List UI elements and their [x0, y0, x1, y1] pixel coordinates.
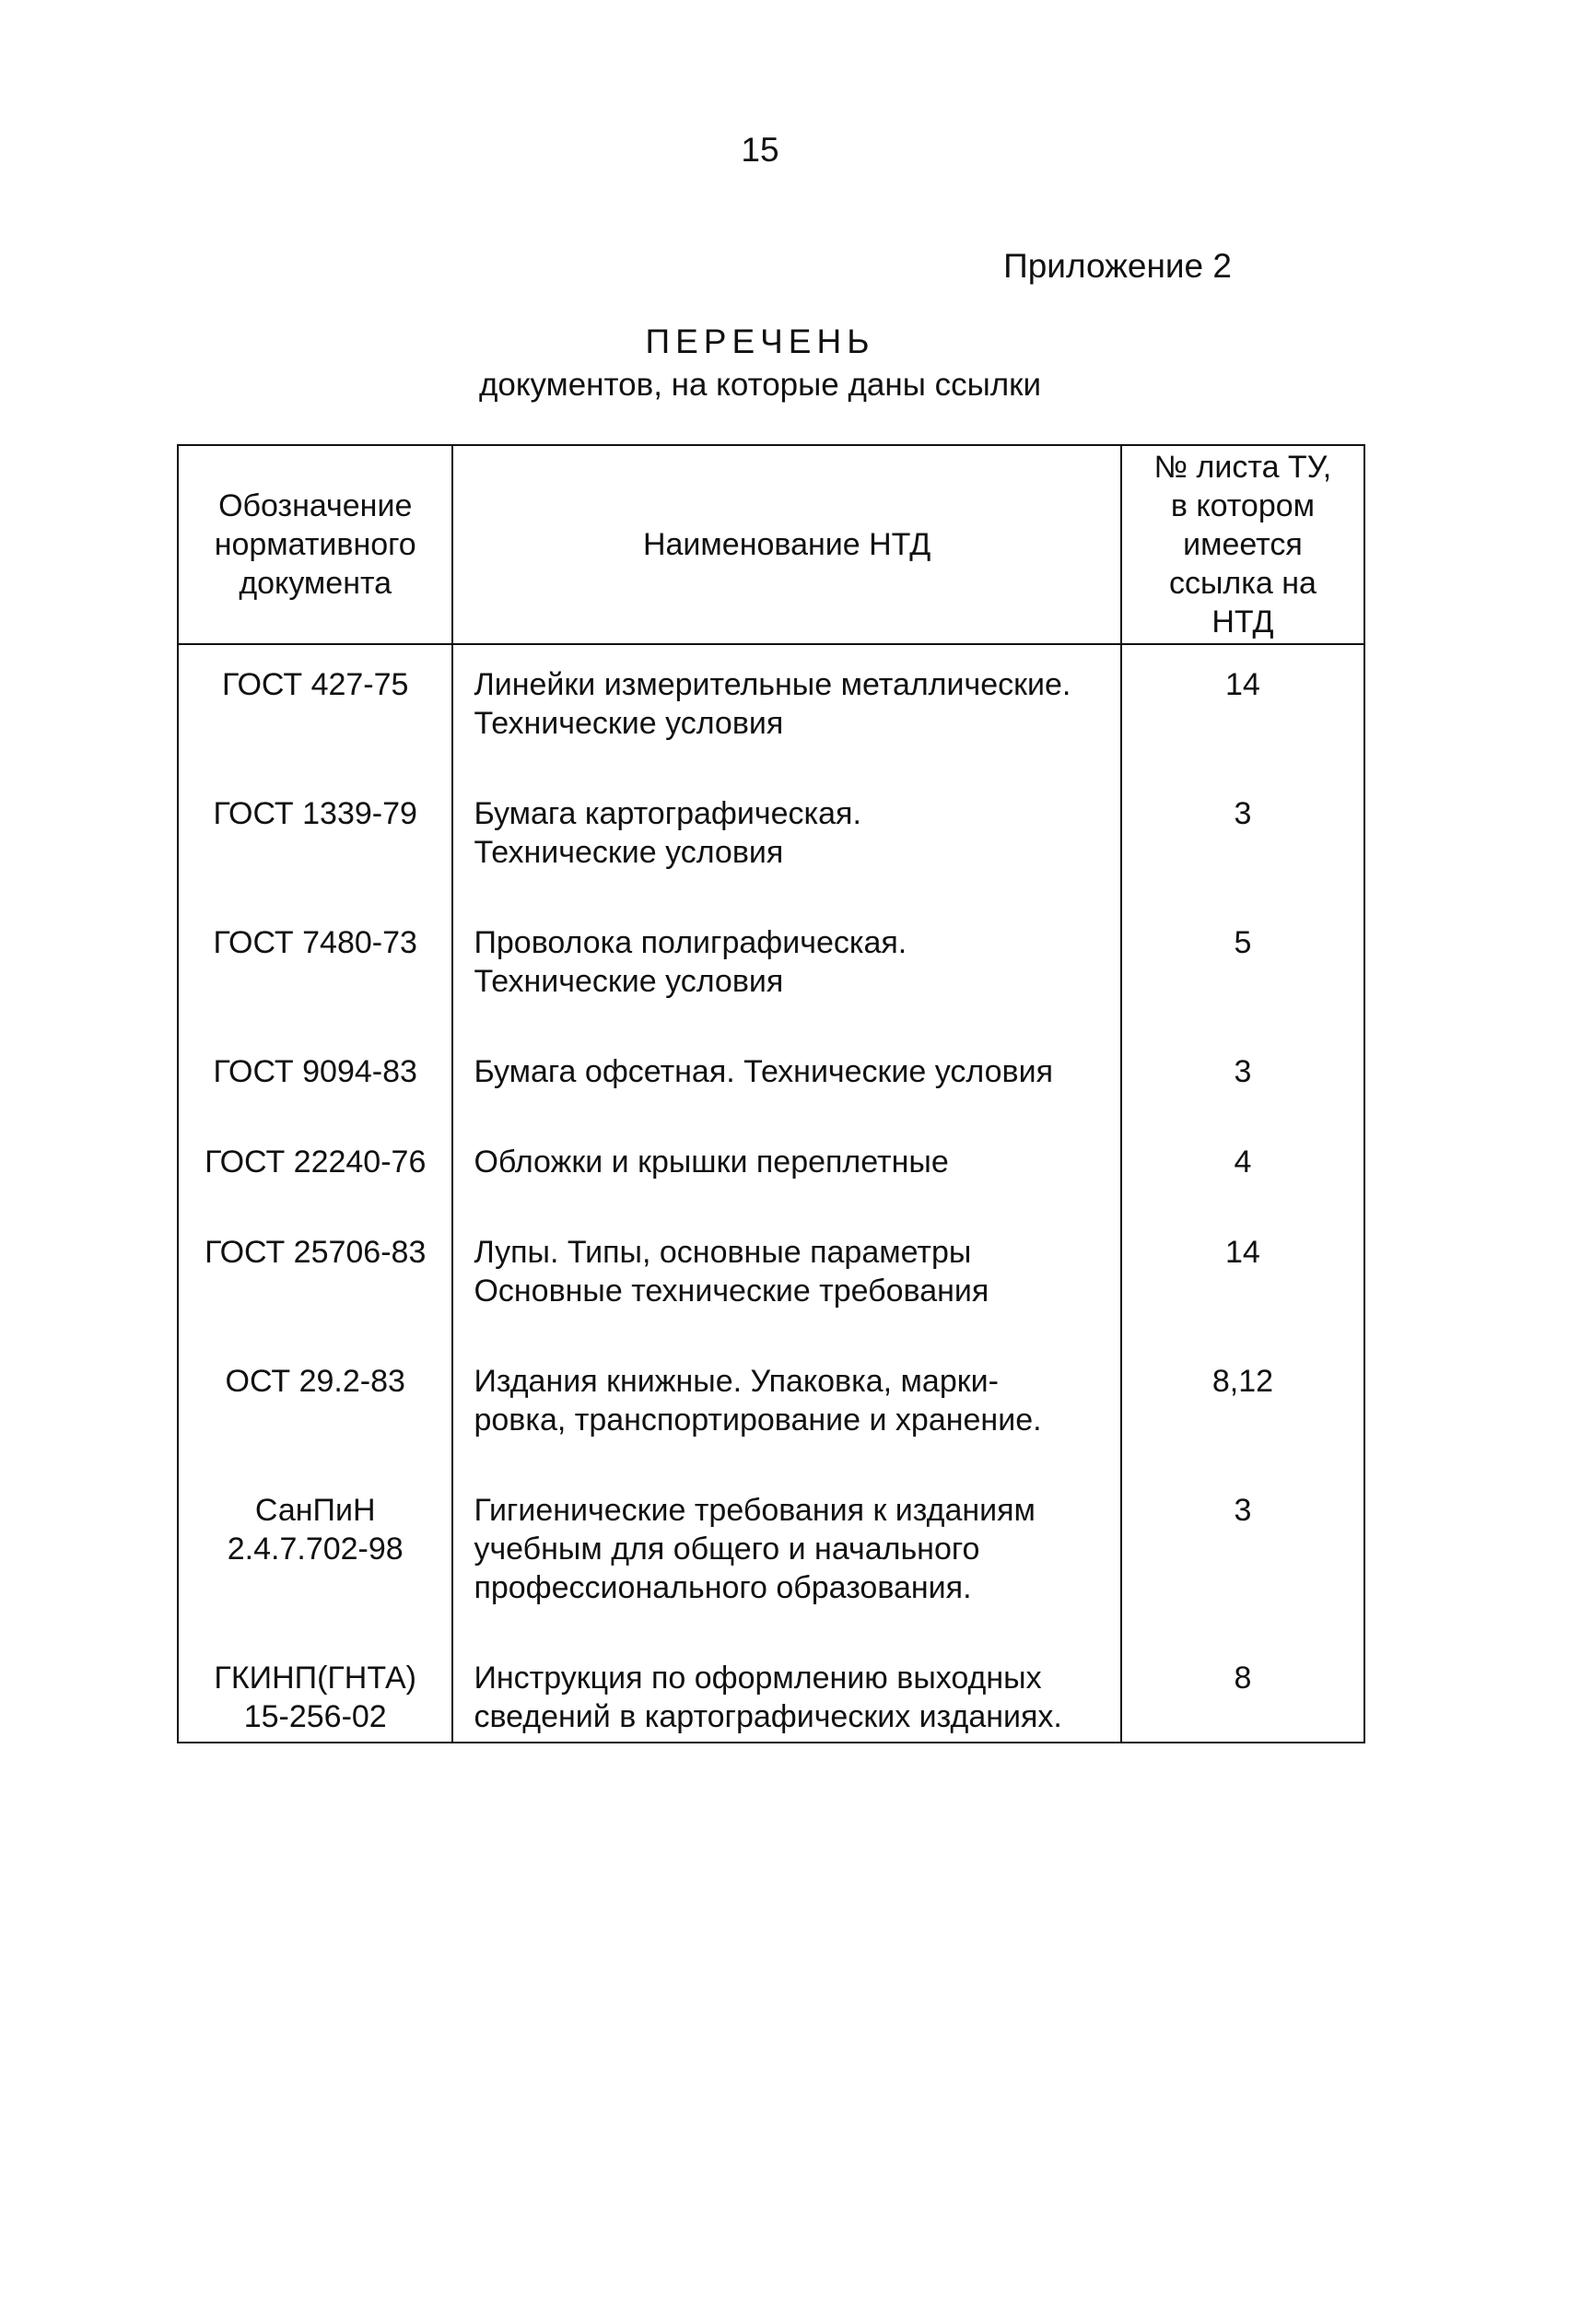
- row-code: ОСТ 29.2-83: [178, 1336, 452, 1465]
- row-code: ГОСТ 9094-83: [178, 1027, 452, 1117]
- row-name: Лупы. Типы, основные параметры Основные технические требования: [452, 1207, 1120, 1336]
- header-name: Наименование НТД: [452, 445, 1120, 644]
- row-name: Линейки измерительные металлические. Технические условия: [452, 644, 1120, 769]
- row-code: ГОСТ 22240-76: [178, 1117, 452, 1207]
- row-code: ГОСТ 427-75: [178, 644, 452, 769]
- header-sheet: № листа ТУ, в котором имеется ссылка на НТД: [1121, 445, 1364, 644]
- row-sheet: 8,12: [1121, 1336, 1364, 1465]
- row-code: СанПиН 2.4.7.702-98: [178, 1465, 452, 1633]
- row-name: Издания книжные. Упаковка, марки- ровка, транспортирование и хранение.: [452, 1336, 1120, 1465]
- row-sheet: 3: [1121, 1027, 1364, 1117]
- table-row: [178, 898, 1364, 1027]
- row-sheet: 5: [1121, 898, 1364, 1027]
- table-row: [178, 1117, 1364, 1207]
- table-row: [178, 1207, 1364, 1336]
- row-code: ГКИНП(ГНТА) 15-256-02: [178, 1633, 452, 1743]
- row-code: ГОСТ 7480-73: [178, 898, 452, 1027]
- row-name: Инструкция по оформлению выходных сведений в картографических изданиях.: [452, 1633, 1120, 1743]
- references-table: [177, 444, 1365, 1743]
- table-row: [178, 644, 1364, 769]
- row-sheet: 14: [1121, 1207, 1364, 1336]
- row-sheet: 3: [1121, 769, 1364, 898]
- row-name: Проволока полиграфическая. Технические условия: [452, 898, 1120, 1027]
- table-row: [178, 769, 1364, 898]
- row-code: ГОСТ 25706-83: [178, 1207, 452, 1336]
- row-sheet: 4: [1121, 1117, 1364, 1207]
- table-row: [178, 1336, 1364, 1465]
- row-code: ГОСТ 1339-79: [178, 769, 452, 898]
- table-row: [178, 1465, 1364, 1633]
- row-sheet: 8: [1121, 1633, 1364, 1743]
- row-name: Бумага офсетная. Технические условия: [452, 1027, 1120, 1117]
- table-header-row: [178, 445, 1364, 644]
- row-name: Обложки и крышки переплетные: [452, 1117, 1120, 1207]
- row-name: Бумага картографическая. Технические условия: [452, 769, 1120, 898]
- page-number: 15: [741, 131, 779, 169]
- row-sheet: 3: [1121, 1465, 1364, 1633]
- appendix-label: Приложение 2: [1003, 247, 1232, 285]
- header-code: Обозначение нормативного документа: [178, 445, 452, 644]
- row-sheet: 14: [1121, 644, 1364, 769]
- row-name: Гигиенические требования к изданиям учебным для общего и начального профессионального образования.: [452, 1465, 1120, 1633]
- document-subtitle: документов, на которые даны ссылки: [478, 367, 1042, 403]
- document-title: ПЕРЕЧЕНЬ: [645, 323, 875, 360]
- table-row: [178, 1027, 1364, 1117]
- table-row: [178, 1633, 1364, 1743]
